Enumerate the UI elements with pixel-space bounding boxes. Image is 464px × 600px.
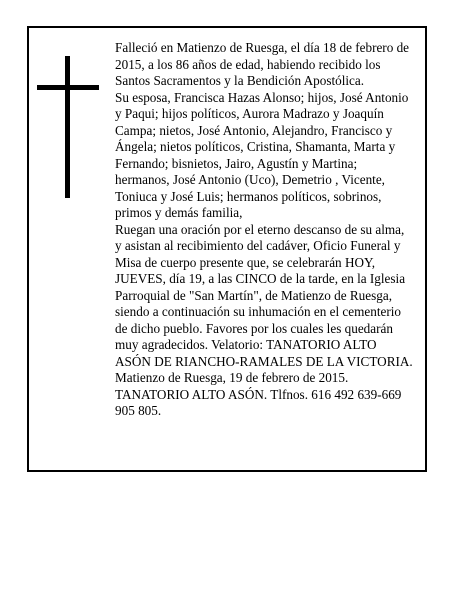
obituary-line: Toniuca y José Luis; hermanos políticos, sobrinos, (115, 188, 382, 204)
obituary-line: JUEVES, día 19, a las CINCO de la tarde, en la Iglesia (115, 271, 406, 286)
obituary-line: y Paqui; hijos políticos, Aurora Madrazo y Joaquín (115, 106, 384, 121)
obituary-line: ASÓN DE RIANCHO-RAMALES DE LA VICTORIA. (115, 353, 413, 369)
obituary-line: de dicho pueblo. Favores por los cuales les quedarán (115, 320, 393, 336)
obituary-line: Fernando; bisnietos, Jairo, Agustín y Martina; (115, 155, 358, 171)
obituary-line: Matienzo de Ruesga, 19 de febrero de 2015. (115, 370, 349, 385)
latin-cross-icon (37, 56, 99, 198)
obituary-line: Ruegan una oración por el eterno descanso de su alma, (115, 221, 405, 237)
obituary-line: Parroquial de "San Martín", de Matienzo de Ruesga, (115, 287, 393, 303)
cross-vertical-bar (65, 56, 70, 198)
obituary-line: Misa de cuerpo presente que, se celebrarán HOY, (115, 254, 376, 270)
obituary-line: siendo a continuación su inhumación en el cementerio (115, 304, 402, 319)
obituary-line: muy agradecidos. Velatorio: TANATORIO ALTO (115, 337, 377, 352)
obituary-line: y asistan al recibimiento del cadáver, Oficio Funeral y (115, 238, 401, 253)
cross-horizontal-bar (37, 85, 99, 90)
obituary-line: Su esposa, Francisca Hazas Alonso; hijos, José Antonio (115, 89, 409, 105)
obituary-line: TANATORIO ALTO ASÓN. Tlfnos. 616 492 639-669 (115, 386, 402, 402)
obituary-line: Campa; nietos, José Antonio, Alejandro, Francisco y (115, 122, 393, 138)
obituary-text (115, 40, 425, 420)
obituary-line: Falleció en Matienzo de Ruesga, el día 18 de febrero de (115, 40, 410, 55)
obituary-line: Santos Sacramentos y la Bendición Apostólica. (115, 73, 365, 88)
obituary-line: 2015, a los 86 años de edad, habiendo recibido los (115, 56, 381, 72)
obituary-line: primos y demás familia, (115, 205, 243, 220)
obituary-line: hermanos, José Antonio (Uco), Demetrio , Vicente, (115, 172, 385, 187)
obituary-line: Ángela; nietos políticos, Cristina, Shamanta, Marta y (115, 139, 396, 154)
obituary-notice (27, 26, 427, 472)
obituary-line: 905 805. (115, 403, 162, 418)
